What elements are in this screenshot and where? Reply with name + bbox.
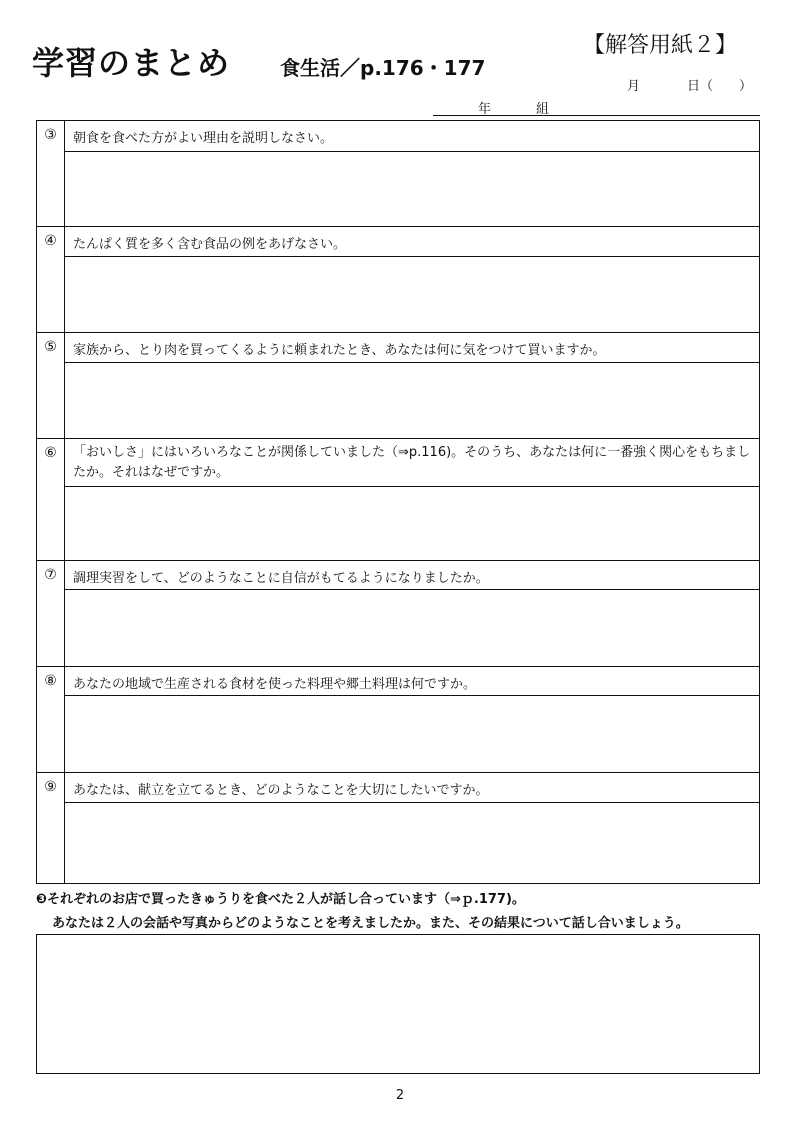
answer-box[interactable] (65, 590, 759, 666)
class-field[interactable] (433, 96, 760, 116)
class-group-label: 組 (536, 102, 550, 117)
question-prompt: 朝食を食べた方がよい理由を説明しなさい。 (65, 121, 759, 152)
question-prompt: 調理実習をして、どのようなことに自信がもてるようになりましたか。 (65, 561, 759, 590)
question-table (36, 120, 760, 884)
question-4 (37, 227, 759, 333)
date-month-label: 月 (627, 79, 641, 94)
question-prompt: あなたは、献立を立てるとき、どのようなことを大切にしたいですか。 (65, 773, 759, 803)
question-number: ⑦ (37, 561, 65, 666)
question-prompt: あなたの地域で生産される食材を使った料理や郷土料理は何ですか。 (65, 667, 759, 696)
question-number: ④ (37, 227, 65, 332)
sheet-label: 【解答用紙２】 (583, 33, 738, 58)
question-number: ③ (37, 121, 65, 226)
date-line (627, 75, 752, 94)
discussion-answer-box[interactable] (36, 934, 760, 1074)
page-title: 学習のまとめ (32, 44, 231, 82)
section3-question: あなたは２人の会話や写真からどのようなことを考えましたか。また、その結果について話し合いましょう。 (52, 916, 689, 931)
question-prompt: 家族から、とり肉を買ってくるように頼まれたとき、あなたは何に気をつけて買いますか。 (65, 333, 759, 363)
question-prompt: たんぱく質を多く含む食品の例をあげなさい。 (65, 227, 759, 257)
answer-box[interactable] (65, 152, 759, 226)
section3-instruction: ❸それぞれのお店で買ったきゅうりを食べた２人が話し合っています（⇒ｐ.177)。 (36, 892, 525, 907)
question-number: ⑨ (37, 773, 65, 883)
page-subtitle: 食生活／p.176・177 (280, 56, 486, 80)
answer-box[interactable] (65, 696, 759, 772)
question-3 (37, 121, 759, 227)
answer-box[interactable] (65, 257, 759, 332)
question-9 (37, 773, 759, 883)
answer-box[interactable] (65, 487, 759, 560)
question-number: ⑤ (37, 333, 65, 438)
answer-box[interactable] (65, 363, 759, 438)
question-5 (37, 333, 759, 439)
question-7 (37, 561, 759, 667)
question-8 (37, 667, 759, 773)
page-number: 2 (395, 1088, 405, 1103)
question-number: ⑥ (37, 439, 65, 560)
answer-box[interactable] (65, 803, 759, 883)
date-day-label: 日（ ） (687, 79, 753, 94)
question-prompt: 「おいしさ」にはいろいろなことが関係していました（⇒p.116)。そのうち、あなたは何に一番強く関心をもちましたか。それはなぜですか。 (65, 439, 759, 487)
class-year-label: 年 (478, 102, 492, 117)
question-6 (37, 439, 759, 561)
question-number: ⑧ (37, 667, 65, 772)
